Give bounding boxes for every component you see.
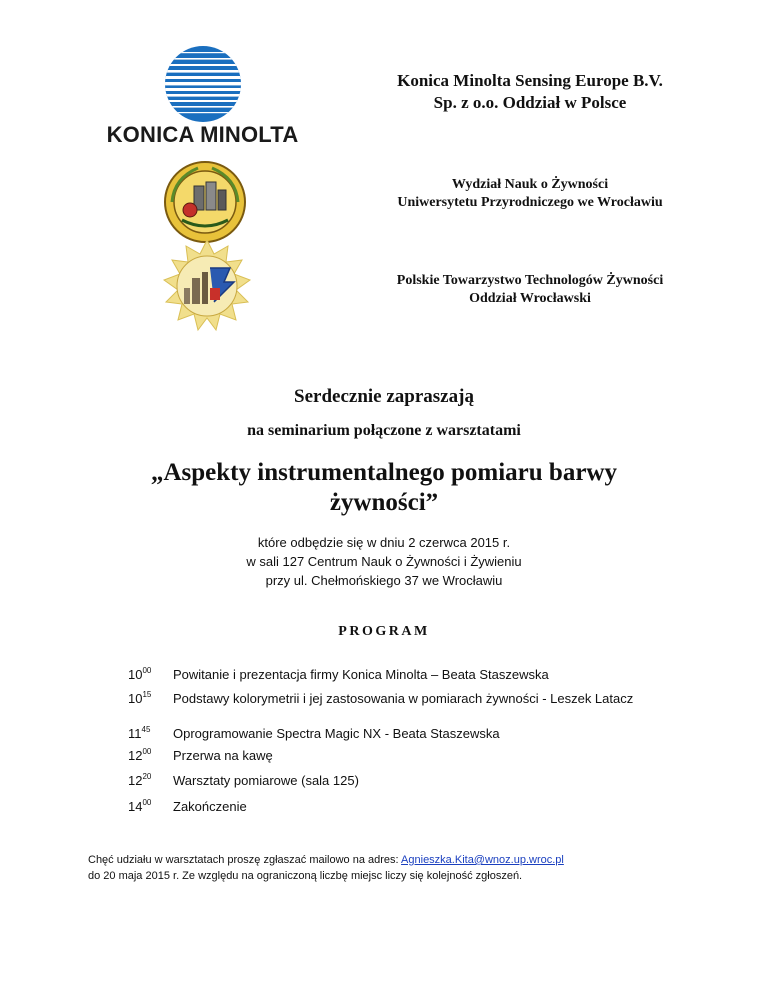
footer-line-1 <box>88 852 728 868</box>
pttz-logo <box>152 238 262 338</box>
organizer-line: Uniwersytetu Przyrodniczego we Wrocławiu <box>397 195 663 210</box>
program-list <box>128 666 688 820</box>
detail-room: w sali 127 Centrum Nauk o Żywności i Żywieniu <box>246 554 522 569</box>
event-title <box>100 458 668 518</box>
program-desc: Przerwa na kawę <box>173 748 273 763</box>
seal-icon <box>160 160 250 245</box>
program-desc: Podstawy kolorymetrii i jej zastosowania w pomiarach żywności - Leszek Latacz <box>173 691 634 706</box>
pttz-emblem-icon <box>152 238 262 338</box>
program-desc: Oprogramowanie Spectra Magic NX - Beata Staszewska <box>173 726 500 741</box>
konica-globe-icon <box>100 44 305 124</box>
organizer-line: Wydział Nauk o Żywności <box>451 177 609 192</box>
registration-note <box>88 852 728 884</box>
footer-text: Chęć udziału w warsztatach proszę zgłaszać mailowo na adres: <box>88 854 402 866</box>
program-desc: Powitanie i prezentacja firmy Konica Minolta – Beata Staszewska <box>173 667 549 682</box>
organizer-pttz <box>300 272 760 308</box>
program-time: $12^{00}$ <box>128 747 152 763</box>
organizer-line: Polskie Towarzystwo Technologów Żywności <box>396 273 664 288</box>
program-heading: PROGRAM <box>338 624 430 639</box>
organizer-line: Konica Minolta Sensing Europe B.V. <box>397 71 663 90</box>
program-time: $12^{20}$ <box>128 772 152 788</box>
event-details <box>0 533 768 590</box>
invite-subheading: na seminarium połączone z warsztatami <box>247 422 521 439</box>
program-item <box>128 747 688 772</box>
organizer-line: Sp. z o.o. Oddział w Polsce <box>433 93 627 112</box>
organizer-konica <box>300 70 760 114</box>
organizer-wydzial <box>300 176 760 212</box>
program-item <box>128 666 688 690</box>
brand-wordmark: KONICA MINOLTA <box>106 122 299 147</box>
program-time: $10^{00}$ <box>128 666 152 682</box>
footer-line-2: do 20 maja 2015 r. Ze względu na ograniczoną liczbę miejsc liczy się kolejność zgłoszeń. <box>88 870 523 882</box>
program-item <box>128 690 688 725</box>
wydzial-seal-logo <box>160 160 250 245</box>
invite-heading: Serdecznie zapraszają <box>294 386 474 407</box>
program-time: $11^{45}$ <box>128 725 151 741</box>
detail-date: które odbędzie się w dniu 2 czerwca 2015 r. <box>257 535 511 550</box>
program-item <box>128 725 688 747</box>
program-item <box>128 798 688 820</box>
program-item <box>128 772 688 798</box>
program-desc: Zakończenie <box>173 799 247 814</box>
organizer-line: Oddział Wrocławski <box>469 291 591 306</box>
email-link[interactable]: Agnieszka.Kita@wnoz.up.wroc.pl <box>401 854 564 866</box>
detail-address: przy ul. Chełmońskiego 37 we Wrocławiu <box>265 573 503 588</box>
title-line: „Aspekty instrumentalnego pomiaru barwy <box>151 459 617 486</box>
program-time: $10^{15}$ <box>128 690 152 706</box>
title-line: żywności” <box>329 489 439 516</box>
konica-minolta-logo <box>100 44 305 149</box>
program-time: $14^{00}$ <box>128 798 152 814</box>
program-desc: Warsztaty pomiarowe (sala 125) <box>173 773 359 788</box>
